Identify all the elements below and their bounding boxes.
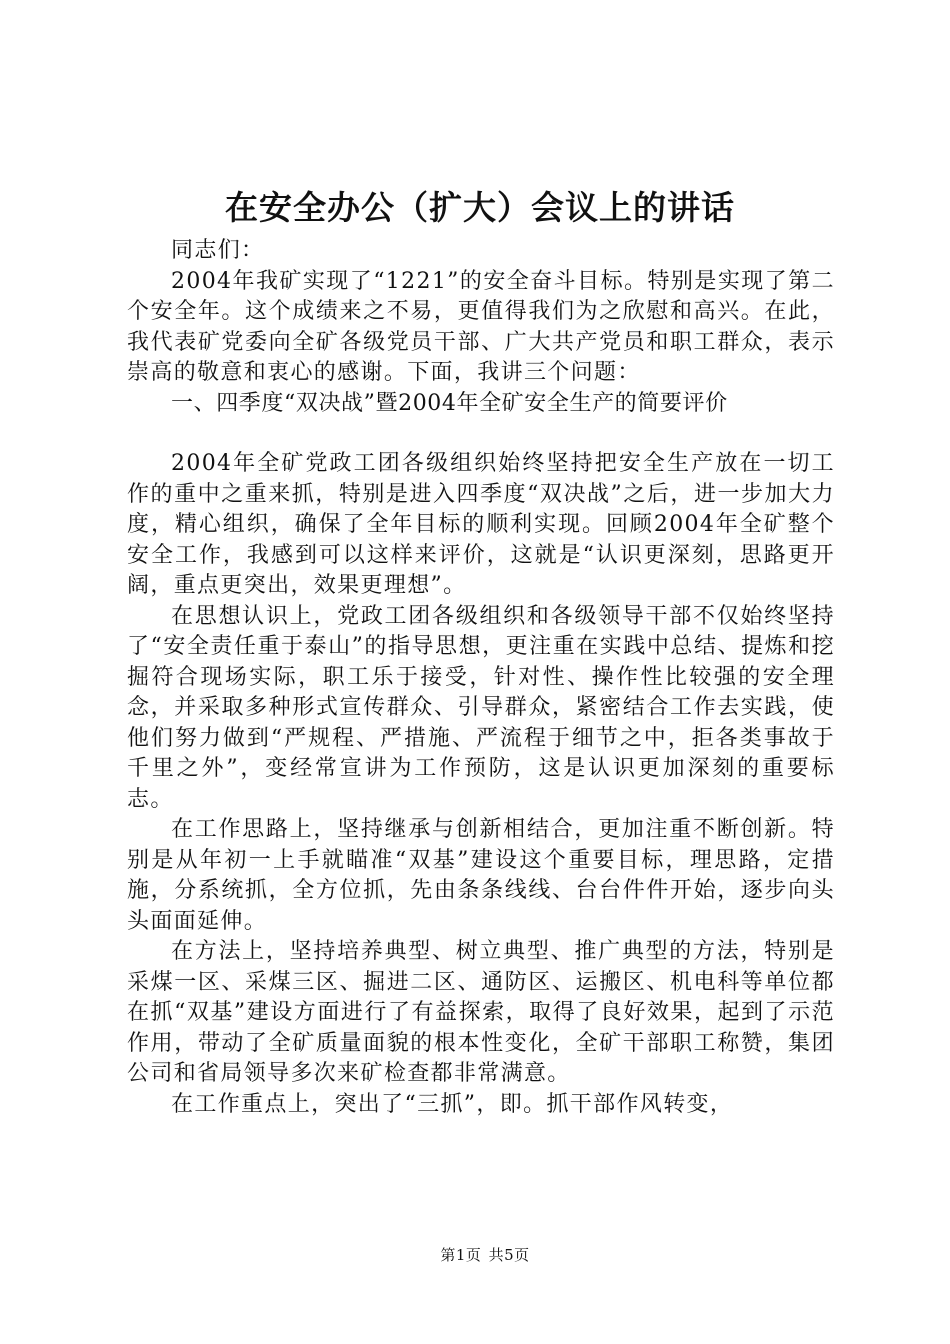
page-total: 共5页 <box>488 1246 530 1264</box>
paragraph-focus: 在工作重点上，突出了“三抓”，即。抓干部作风转变， <box>171 1091 734 1117</box>
page-footer <box>0 1243 950 1267</box>
paragraph-evaluation: 2004年全矿党政工团各级组织始终坚持把安全生产放在一切工作的重中之重来抓，特别是进入四季度“双决战”之后，进一步加大力度，精心组织，确保了全年目标的顺利实现。回顾2004年全矿整个安全工作，我感到可以这样来评价，这就是“认识更深刻，思路更开阔，重点更突出，效果更理想”。 <box>127 451 835 598</box>
page-number: 第1页 <box>440 1246 482 1264</box>
paragraph-approach: 在工作思路上，坚持继承与创新相结合，更加注重不断创新。特别是从年初一上手就瞄准“双基”建设这个重要目标，理思路，定措施，分系统抓，全方位抓，先由条条线线、台台件件开始，逐步向头头面面延伸。 <box>127 817 835 934</box>
section-heading: 一、四季度“双决战”暨2004年全矿安全生产的简要评价 <box>171 390 728 416</box>
greeting: 同志们： <box>171 238 265 263</box>
paragraph-intro: 2004年我矿实现了“1221”的安全奋斗目标。特别是实现了第二个安全年。这个成绩来之不易，更值得我们为之欣慰和高兴。在此，我代表矿党委向全矿各级党员干部、广大共产党员和职工群众，表示崇高的敬意和衷心的感谢。下面，我讲三个问题： <box>127 268 835 385</box>
document-body <box>127 236 835 1120</box>
document-title: 在安全办公（扩大）会议上的讲话 <box>225 188 735 227</box>
paragraph-thinking: 在思想认识上，党政工团各级组织和各级领导干部不仅始终坚持了“安全责任重于泰山”的指导思想，更注重在实践中总结、提炼和挖掘符合现场实际，职工乐于接受，针对性、操作性比较强的安全理念，并采取多种形式宣传群众、引导群众，紧密结合工作去实践，使他们努力做到“严规程、严措施、严流程于细节之中，拒各类事故于千里之外”，变经常宣讲为工作预防，这是认识更加深刻的重要标志。 <box>127 603 835 812</box>
paragraph-method: 在方法上，坚持培养典型、树立典型、推广典型的方法，特别是采煤一区、采煤三区、掘进二区、通防区、运搬区、机电科等单位都在抓“双基”建设方面进行了有益探索，取得了良好效果，起到了示范作用，带动了全矿质量面貌的根本性变化，全矿干部职工称赞，集团公司和省局领导多次来矿检查都非常满意。 <box>127 939 835 1086</box>
